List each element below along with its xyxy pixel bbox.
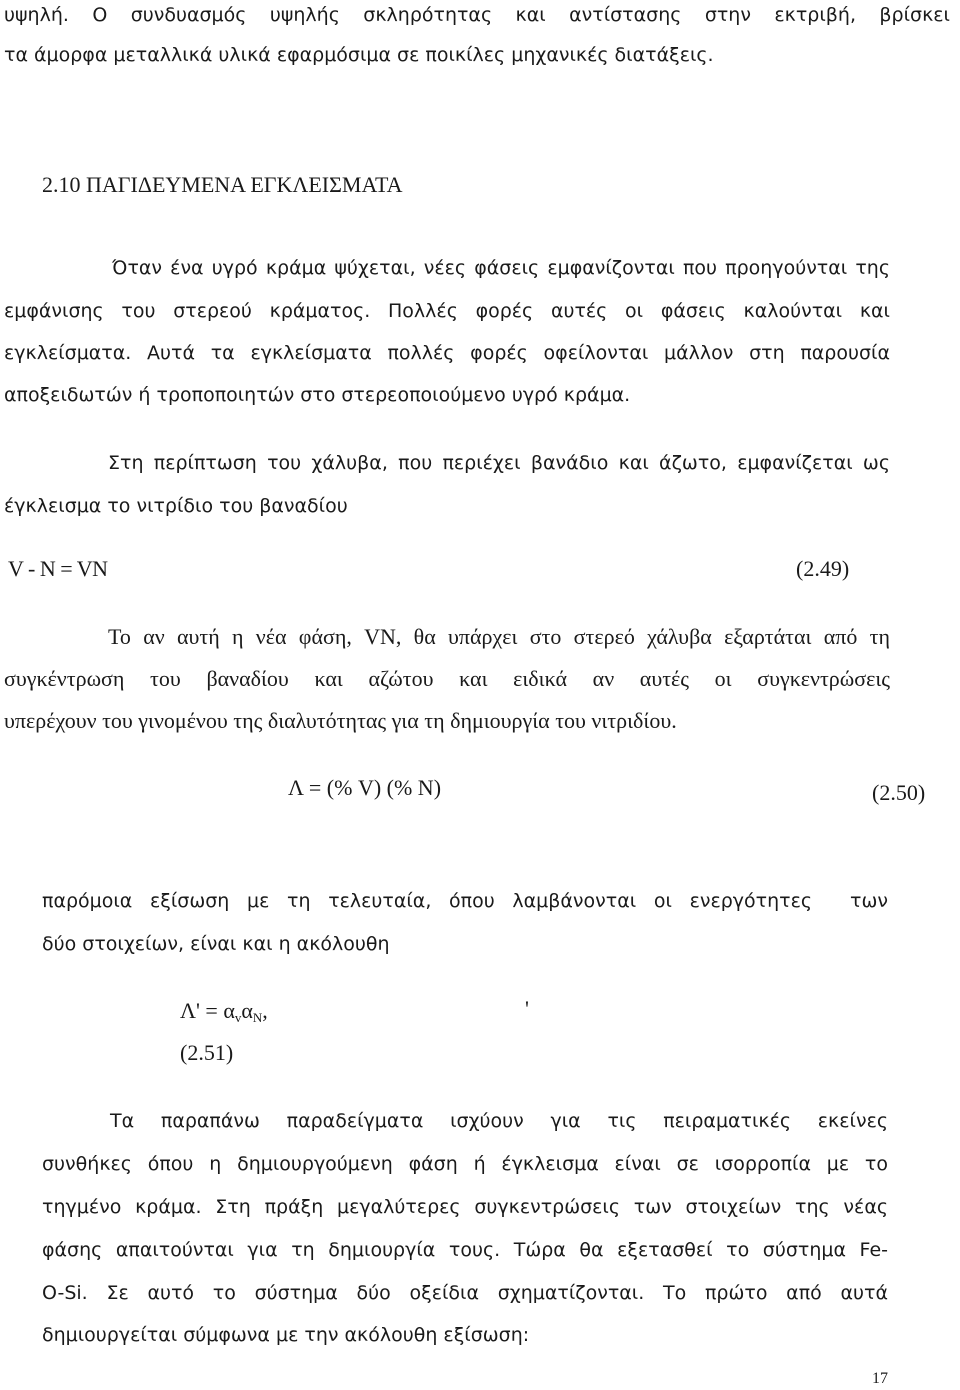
paragraph-line: τα άμορφα μεταλλικά υλικά εφαρμόσιμα σε ποικίλες μηχανικές διατάξεις. <box>4 44 714 66</box>
paragraph-line: εμφάνισης του στερεού κράματος. Πολλές φορές αυτές οι φάσεις καλούνται και <box>4 300 890 322</box>
eq-subscript: v <box>234 1010 242 1025</box>
paragraph-line: συγκέντρωση του βαναδίου και αζώτου και ειδικά αν αυτές οι συγκεντρώσεις <box>4 666 890 691</box>
paragraph-line: δύο στοιχείων, είναι και η ακόλουθη <box>42 933 390 955</box>
paragraph-line: Τα παραπάνω παραδείγματα ισχύουν για τις πειραματικές εκείνες <box>110 1110 888 1132</box>
eq-subscript: N <box>252 1010 263 1025</box>
equation-number: (2.51) <box>180 1040 234 1065</box>
paragraph-line: των <box>850 890 888 912</box>
paragraph-line: συνθήκες όπου η δημιουργούμενη φάση ή έγκλεισμα είναι σε ισορροπία με το <box>42 1153 888 1175</box>
paragraph-line: τηγμένο κράμα. Στη πράξη μεγαλύτερες συγκεντρώσεις των στοιχείων της νέας <box>42 1196 888 1218</box>
paragraph-line: υψηλή. Ο συνδυασμός υψηλής σκληρότητας και αντίστασης στην εκτριβή, βρίσκει <box>4 4 950 26</box>
paragraph-line: Στη περίπτωση του χάλυβα, που περιέχει βανάδιο και άζωτο, εμφανίζεται ως <box>108 452 890 474</box>
equation-2-50: Λ = (% V) (% N) <box>288 775 442 800</box>
paragraph-line: εγκλείσματα. Αυτά τα εγκλείσματα πολλές φορές οφείλονται μάλλον στη παρουσία <box>4 342 890 364</box>
section-heading: 2.10 ΠΑΓΙΔΕΥΜΕΝΑ ΕΓΚΛΕΙΣΜΑΤΑ <box>42 172 403 197</box>
eq-tail: , <box>262 998 268 1023</box>
eq-alpha: α <box>241 998 253 1023</box>
paragraph-line: υπερέχουν του γινομένου της διαλυτότητας για τη δημιουργία του νιτριδίου. <box>4 708 677 733</box>
equation-number: (2.49) <box>796 556 850 581</box>
paragraph-line: O-Si. Σε αυτό το σύστημα δύο οξείδια σχηματίζονται. Το πρώτο από αυτά <box>42 1282 888 1304</box>
paragraph-line: Όταν ένα υγρό κράμα ψύχεται, νέες φάσεις εμφανίζονται που προηγούνται της <box>112 257 890 279</box>
paragraph-line: παρόμοια εξίσωση με τη τελευταία, όπου λαμβάνονται οι ενεργότητες <box>42 890 812 912</box>
equation-number: (2.50) <box>872 780 926 805</box>
paragraph-line: δημιουργείται σύμφωνα με την ακόλουθη εξίσωση: <box>42 1324 530 1346</box>
paragraph-line: φάσης απαιτούνται για τη δημιουργία τους. Τώρα θα εξετασθεί το σύστημα Fe- <box>42 1239 888 1261</box>
paragraph-line: Το αν αυτή η νέα φάση, VN, θα υπάρχει στο στερεό χάλυβα εξαρτάται από τη <box>108 624 890 649</box>
paragraph-line: έγκλεισμα το νιτρίδιο του βαναδίου <box>4 495 348 517</box>
paragraph-line: αποξειδωτών ή τροποποιητών στο στερεοποιούμενο υγρό κράμα. <box>4 384 631 406</box>
stray-prime: ' <box>525 996 529 1021</box>
equation-2-51 <box>180 998 268 1026</box>
equation-2-49: V - N = VN <box>8 556 108 581</box>
eq-lhs: Λ' = α <box>180 998 235 1023</box>
page-number: 17 <box>872 1370 888 1387</box>
